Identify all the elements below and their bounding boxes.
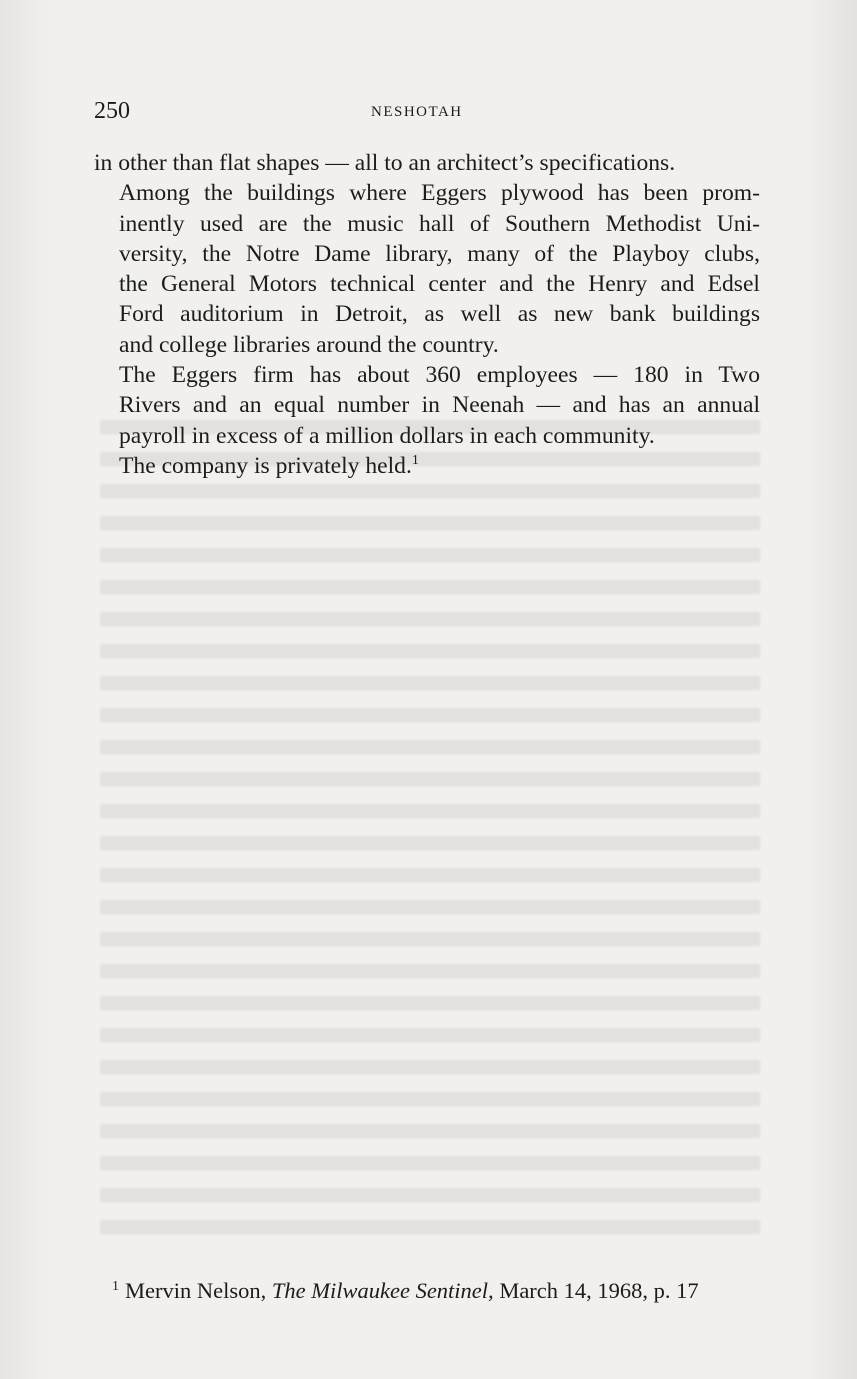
paragraph-privately-held — [94, 451, 760, 481]
page-number: 250 — [94, 98, 130, 124]
text-line: in other than flat shapes — all to an architect’s specifications. — [94, 150, 676, 176]
text-line: The Eggers firm has about 360 employees — 180 in Two — [119, 362, 760, 389]
footnote-publication: The Milwaukee Sentinel, — [271, 1278, 494, 1303]
page-header — [94, 96, 760, 130]
text-line: the General Motors technical center and the Henry and Edsel — [119, 271, 760, 298]
paragraph-buildings — [94, 178, 760, 360]
footnote-marker: 1 — [112, 1279, 119, 1294]
body-text — [94, 148, 760, 481]
text-line: inently used are the music hall of Southern Methodist Uni- — [119, 210, 760, 237]
footnote-date-page: March 14, 1968, p. 17 — [499, 1278, 699, 1303]
paragraph-employees — [94, 360, 760, 451]
footnote-reference[interactable]: 1 — [411, 452, 419, 468]
text-line: Rivers and an equal number in Neenah — and has an annual — [119, 392, 760, 419]
running-head: NESHOTAH — [371, 104, 463, 120]
footnote — [112, 1276, 772, 1306]
text-line: payroll in excess of a million dollars in each community. — [119, 422, 655, 449]
paragraph-continuation — [94, 148, 760, 178]
text-line: Ford auditorium in Detroit, as well as new bank buildings — [119, 301, 760, 328]
footnote-author: Mervin Nelson, — [125, 1278, 267, 1303]
text-line: Among the buildings where Eggers plywood has been prom- — [119, 180, 760, 207]
text-line: The company is privately held. — [119, 452, 412, 479]
text-line: and college libraries around the country. — [119, 331, 499, 358]
reverse-side-bleed-through — [100, 420, 760, 1240]
text-line: versity, the Notre Dame library, many of the Playboy clubs, — [119, 240, 760, 267]
